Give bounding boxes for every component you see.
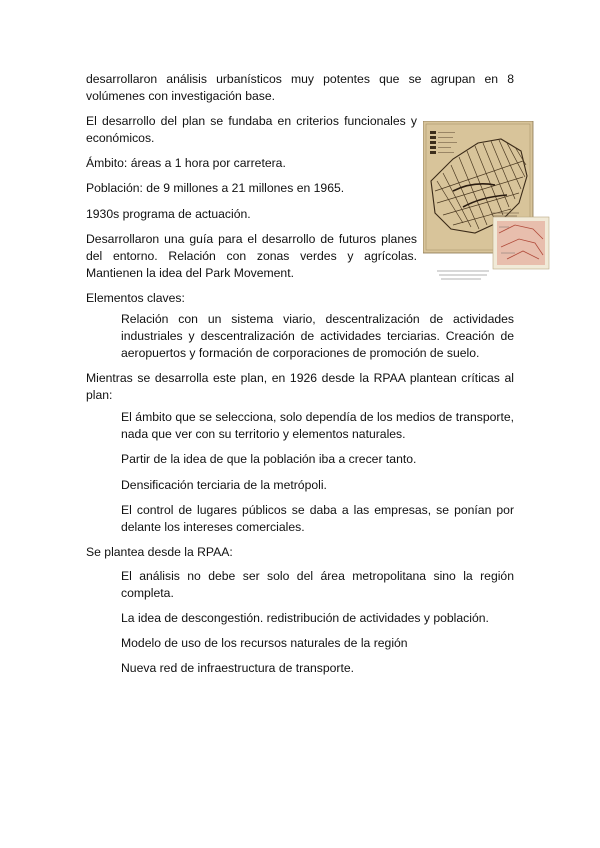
paragraph-analisis-region: El análisis no debe ser solo del área metropolitana sino la región completa. — [121, 569, 514, 600]
regional-plan-map-image — [423, 121, 551, 284]
paragraph-se-plantea: Se plantea desde la RPAA: — [86, 545, 233, 559]
paragraph-ambito: Ámbito: áreas a 1 hora por carretera. — [86, 156, 286, 170]
paragraph-relacion-sistema-viario: Relación con un sistema viario, descentralización de actividades industriales y descentralización de actividades terciarias. Creación de aeropuertos y formación de corporaciones de promoción de suelo. — [121, 312, 514, 360]
paragraph-intro: desarrollaron análisis urbanísticos muy potentes que se agrupan en 8 volúmenes con investigación base. — [86, 72, 514, 103]
paragraph-rpaa-criticas: Mientras se desarrolla este plan, en 1926 desde la RPAA plantean críticas al plan: — [86, 371, 514, 402]
paragraph-control-lugares: El control de lugares públicos se daba a las empresas, se ponían por delante los intereses comerciales. — [121, 503, 514, 534]
paragraph-plan-criteria: El desarrollo del plan se fundaba en criterios funcionales y económicos. — [86, 114, 417, 145]
paragraph-descongestion: La idea de descongestión. redistribución de actividades y población. — [121, 611, 489, 625]
paragraph-elementos-claves: Elementos claves: — [86, 291, 185, 305]
paragraph-guia: Desarrollaron una guía para el desarrollo de futuros planes del entorno. Relación con zonas verdes y agrícolas. Mantienen la idea del Park Movement. — [86, 232, 417, 280]
paragraph-infraestructura: Nueva red de infraestructura de transporte. — [121, 661, 355, 675]
paragraph-densificacion: Densificación terciaria de la metrópoli. — [121, 478, 327, 492]
paragraph-ambito-transporte: El ámbito que se selecciona, solo dependía de los medios de transporte, nada que ver con su territorio y elementos naturales. — [121, 410, 514, 441]
paragraph-poblacion: Población: de 9 millones a 21 millones en 1965. — [86, 181, 345, 195]
paragraph-recursos-naturales: Modelo de uso de los recursos naturales de la región — [121, 636, 408, 650]
regional-plan-map-figure — [423, 121, 551, 284]
paragraph-1930s: 1930s programa de actuación. — [86, 207, 251, 221]
paragraph-poblacion-crecer: Partir de la idea de que la población iba a crecer tanto. — [121, 452, 417, 466]
